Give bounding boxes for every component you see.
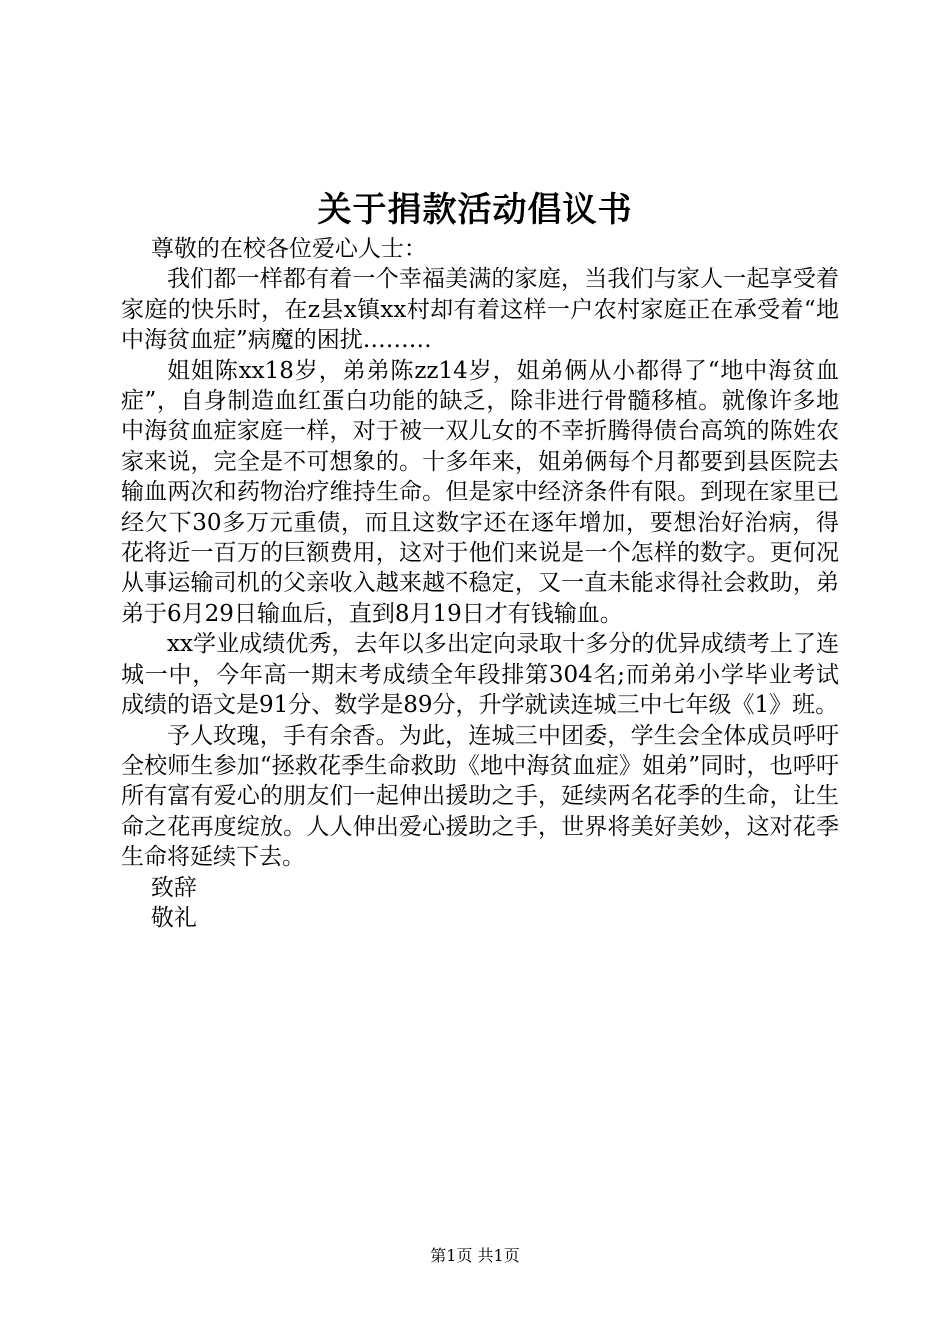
- paragraph-3: xx学业成绩优秀，去年以多出定向录取十多分的优异成绩考上了连城一中，今年高一期末考成绩全年段排第304名;而弟弟小学毕业考试成绩的语文是91分、数学是89分，升学就读连城三中七年级《1》班。: [121, 631, 839, 719]
- paragraph-1: 我们都一样都有着一个幸福美满的家庭，当我们与家人一起享受着家庭的快乐时，在z县x镇xx村却有着这样一户农村家庭正在承受着“地中海贫血症”病魔的困扰………: [121, 266, 839, 354]
- closing-line-1: 致辞: [150, 874, 197, 901]
- page-number-footer: 第1页 共1页: [430, 1246, 520, 1265]
- paragraph-4: 予人玫瑰，手有余香。为此，连城三中团委，学生会全体成员呼吁全校师生参加“拯救花季生命救助《地中海贫血症》姐弟”同时，也呼吁所有富有爱心的朋友们一起伸出援助之手，延续两名花季的生命，让生命之花再度绽放。人人伸出爱心援助之手，世界将美好美妙，这对花季生命将延续下去。: [121, 722, 839, 871]
- document-title: 关于捐款活动倡议书: [317, 190, 633, 230]
- document-body: [121, 234, 839, 933]
- paragraph-2: 姐姐陈xx18岁，弟弟陈zz14岁，姐弟俩从小都得了“地中海贫血症”，自身制造血红蛋白功能的缺乏，除非进行骨髓移植。就像许多地中海贫血症家庭一样，对于被一双儿女的不幸折腾得债台高筑的陈姓农家来说，完全是不可想象的。十多年来，姐弟俩每个月都要到县医院去输血两次和药物治疗维持生命。但是家中经济条件有限。到现在家里已经欠下30多万元重债，而且这数字还在逐年增加，要想治好治病，得花将近一百万的巨额费用，这对于他们来说是一个怎样的数字。更何况从事运输司机的父亲收入越来越不稳定，又一直未能求得社会救助，弟弟于6月29日输血后，直到8月19日才有钱输血。: [121, 357, 839, 627]
- salutation: 尊敬的在校各位爱心人士：: [150, 236, 427, 262]
- closing-line-2: 敬礼: [150, 904, 197, 931]
